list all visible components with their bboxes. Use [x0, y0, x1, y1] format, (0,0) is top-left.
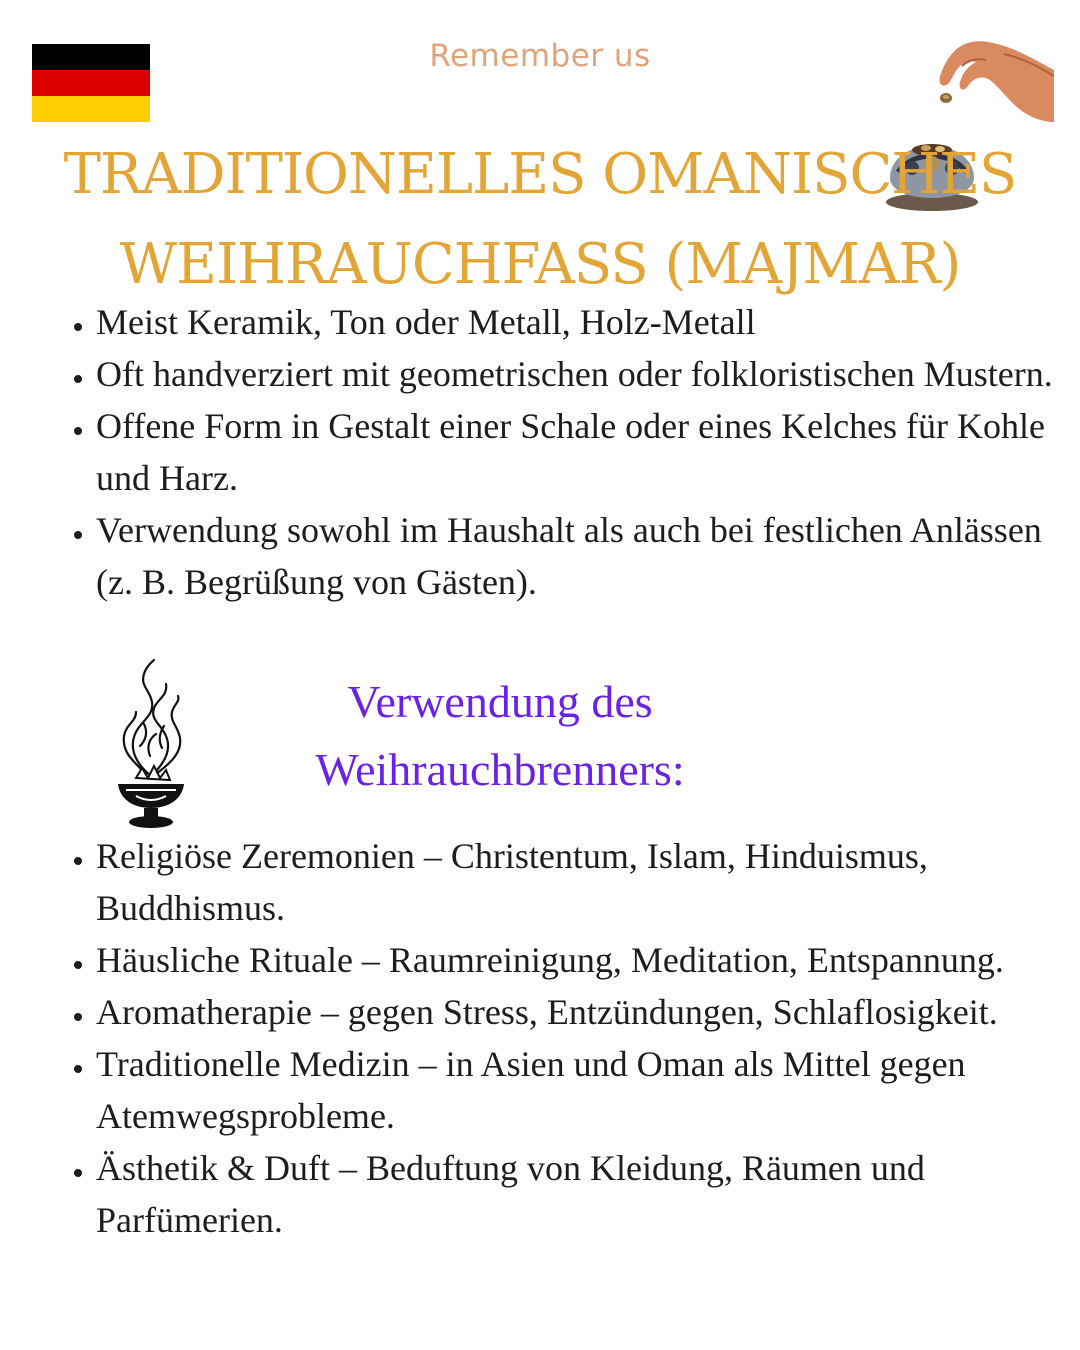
page-title [40, 130, 1040, 310]
tagline: Remember us [429, 38, 651, 74]
title-line-2: WEIHRAUCHFASS (MAJMAR) [119, 232, 961, 297]
usage-heading [220, 668, 780, 804]
usage-list [58, 830, 1080, 1246]
usage-heading-line-2: Weihrauchbrenners: [315, 744, 685, 795]
features-list [58, 296, 1080, 608]
list-item: • Meist Keramik, Ton oder Metall, Holz-Metall [96, 296, 1080, 348]
list-item: • Offene Form in Gestalt einer Schale oder eines Kelches für Kohle und Harz. [96, 400, 1080, 504]
list-item: • Ästhetik & Duft – Beduftung von Kleidung, Räumen und Parfümerien. [96, 1142, 1080, 1246]
list-item: • Traditionelle Medizin – in Asien und Oman als Mittel gegen Atemwegsprobleme. [96, 1038, 1080, 1142]
list-item: • Häusliche Rituale – Raumreinigung, Meditation, Entspannung. [96, 934, 1080, 986]
list-item: • Religiöse Zeremonien – Christentum, Islam, Hinduismus, Buddhismus. [96, 830, 1080, 934]
usage-heading-line-1: Verwendung des [347, 676, 653, 727]
list-item: • Oft handverziert mit geometrischen oder folkloristischen Mustern. [96, 348, 1080, 400]
incense-burner-icon [106, 656, 196, 834]
hand-holding-incense-image [922, 36, 1054, 122]
list-item: • Verwendung sowohl im Haushalt als auch bei festlichen Anlässen (z. B. Begrüßung von Gästen). [96, 504, 1080, 608]
list-item: • Aromatherapie – gegen Stress, Entzündungen, Schlaflosigkeit. [96, 986, 1080, 1038]
title-line-1: TRADITIONELLES OMANISCHES [63, 142, 1017, 207]
